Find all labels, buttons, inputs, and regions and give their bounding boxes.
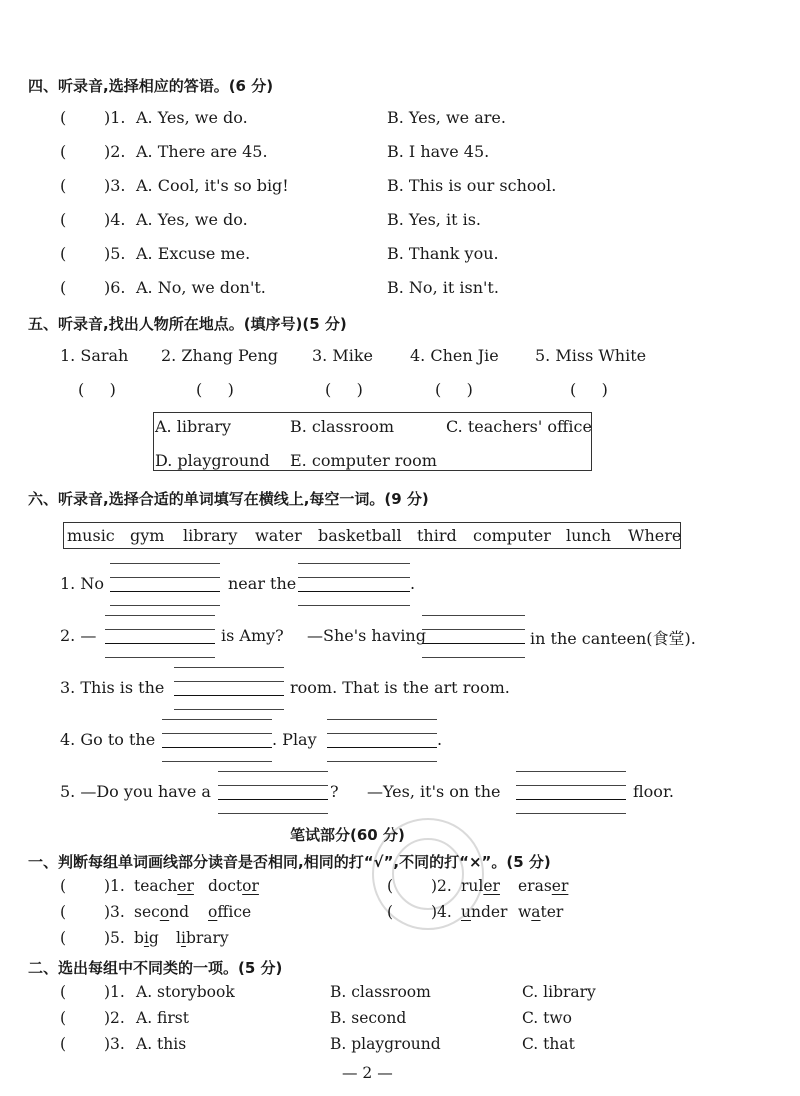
word-2-underlined: i: [180, 929, 186, 947]
question-number: )5.: [104, 929, 125, 947]
question-number: )2.: [431, 877, 452, 895]
fill-q2-reply: —She's having: [307, 626, 426, 645]
writing-guide-line: [218, 785, 328, 786]
writing-guide-line: [110, 563, 220, 564]
fill-blank-q4-1[interactable]: [162, 747, 272, 748]
name-zhang-peng: 2. Zhang Peng: [161, 346, 279, 365]
answer-paren[interactable]: (: [60, 1035, 67, 1053]
answer-paren[interactable]: (: [60, 244, 67, 263]
fill-blank-q3[interactable]: [174, 695, 284, 696]
word-basketball: basketball: [318, 526, 402, 545]
fill-q5-end: floor.: [633, 782, 674, 801]
answer-paren[interactable]: (: [60, 142, 67, 161]
choice-a[interactable]: A. this: [136, 1035, 187, 1053]
word-1-underlined: i: [143, 929, 149, 947]
word-1-post: nd: [169, 903, 190, 921]
word-2: [518, 877, 568, 895]
choice-b[interactable]: B. Yes, it is.: [387, 210, 481, 229]
writing-guide-line: [422, 615, 525, 616]
answer-paren[interactable]: (: [60, 176, 67, 195]
fill-blank-q1-2[interactable]: [298, 591, 410, 592]
writing-guide-line: [162, 761, 272, 762]
section-6-title: 六、听录音,选择合适的单词填写在横线上,每空一词。(9 分): [28, 490, 429, 508]
answer-blank-2[interactable]: ( ): [196, 380, 234, 399]
word-2-post: ffice: [217, 903, 252, 921]
writing-guide-line: [327, 761, 437, 762]
word-1: [461, 903, 507, 921]
choice-b[interactable]: B. playground: [330, 1035, 441, 1053]
section-5-title: 五、听录音,找出人物所在地点。(填序号)(5 分): [28, 315, 347, 333]
word-lunch: lunch: [566, 526, 611, 545]
word-2-pre: eras: [518, 877, 552, 895]
choice-a[interactable]: A. Cool, it's so big!: [136, 176, 289, 195]
fill-q2-mid: is Amy?: [221, 626, 284, 645]
writing-guide-line: [516, 771, 626, 772]
word-1: [134, 929, 159, 947]
writing-guide-line: [218, 771, 328, 772]
written-part-title: 笔试部分(60 分): [290, 826, 405, 844]
option-d: D. playground: [155, 451, 270, 470]
name-chen-jie: 4. Chen Jie: [410, 346, 499, 365]
writing-guide-line: [162, 719, 272, 720]
writing-guide-line: [105, 657, 215, 658]
option-c: C. teachers' office: [446, 417, 592, 436]
writing-guide-line: [174, 709, 284, 710]
word-third: third: [417, 526, 457, 545]
choice-b[interactable]: B. Thank you.: [387, 244, 499, 263]
answer-blank-3[interactable]: ( ): [325, 380, 363, 399]
answer-blank-1[interactable]: ( ): [78, 380, 116, 399]
word-1: [461, 877, 500, 895]
writing-guide-line: [162, 733, 272, 734]
word-1-underlined: u: [461, 903, 471, 921]
question-number: )1.: [104, 983, 125, 1001]
word-2-underlined: o: [208, 903, 218, 921]
choice-c[interactable]: C. that: [522, 1035, 575, 1053]
option-b: B. classroom: [290, 417, 395, 436]
fill-blank-q5-1[interactable]: [218, 799, 328, 800]
watermark-stamp-inner-icon: [392, 838, 464, 910]
answer-paren[interactable]: (: [60, 108, 67, 127]
fill-blank-q5-2[interactable]: [516, 799, 626, 800]
name-sarah: 1. Sarah: [60, 346, 129, 365]
writing-guide-line: [218, 813, 328, 814]
fill-q4-start: 4. Go to the: [60, 730, 156, 749]
page-number: — 2 —: [342, 1064, 393, 1082]
word-1-pre: rul: [461, 877, 484, 895]
answer-blank-5[interactable]: ( ): [570, 380, 608, 399]
word-2-underlined: a: [531, 903, 541, 921]
word-library: library: [183, 526, 238, 545]
word-2: [208, 903, 251, 921]
fill-q1-start: 1. No: [60, 574, 104, 593]
choice-a[interactable]: A. Excuse me.: [136, 244, 251, 263]
choice-c[interactable]: C. library: [522, 983, 596, 1001]
choice-a[interactable]: A. Yes, we do.: [136, 210, 248, 229]
writing-guide-line: [298, 605, 410, 606]
word-music: music: [67, 526, 115, 545]
question-number: )2.: [104, 1009, 125, 1027]
answer-paren[interactable]: (: [60, 1009, 67, 1027]
choice-a[interactable]: A. There are 45.: [136, 142, 268, 161]
word-2-underlined: er: [551, 877, 569, 895]
question-number: )3.: [104, 1035, 125, 1053]
word-2-pre: doct: [208, 877, 243, 895]
fill-q3-start: 3. This is the: [60, 678, 165, 697]
fill-q5-start: 5. —Do you have a: [60, 782, 211, 801]
choice-b[interactable]: B. This is our school.: [387, 176, 557, 195]
fill-q4-end: .: [437, 730, 443, 749]
choice-b[interactable]: B. I have 45.: [387, 142, 490, 161]
written-2-title: 二、选出每组中不同类的一项。(5 分): [28, 959, 283, 977]
fill-q5-reply: —Yes, it's on the: [367, 782, 501, 801]
word-where: Where: [628, 526, 682, 545]
fill-blank-q4-2[interactable]: [327, 747, 437, 748]
answer-paren[interactable]: (: [387, 877, 394, 895]
word-1: [134, 903, 189, 921]
name-miss-white: 5. Miss White: [535, 346, 647, 365]
answer-paren[interactable]: (: [60, 877, 67, 895]
word-2: [208, 877, 259, 895]
question-number: )4.: [431, 903, 452, 921]
question-number: )5.: [104, 244, 126, 263]
writing-guide-line: [110, 577, 220, 578]
answer-paren[interactable]: (: [60, 210, 67, 229]
writing-guide-line: [327, 719, 437, 720]
word-2-underlined: or: [242, 877, 259, 895]
writing-guide-line: [327, 733, 437, 734]
fill-q1-end: .: [410, 574, 416, 593]
fill-blank-q2-1[interactable]: [105, 643, 215, 644]
writing-guide-line: [174, 667, 284, 668]
writing-guide-line: [298, 577, 410, 578]
choice-a[interactable]: A. storybook: [136, 983, 235, 1001]
name-mike: 3. Mike: [312, 346, 374, 365]
word-1-pre: teach: [134, 877, 178, 895]
word-2-pre: w: [518, 903, 532, 921]
word-computer: computer: [473, 526, 551, 545]
word-gym: gym: [130, 526, 165, 545]
word-2-post: ter: [540, 903, 564, 921]
fill-q4-mid: . Play: [272, 730, 317, 749]
question-number: )2.: [104, 142, 126, 161]
choice-b[interactable]: B. Yes, we are.: [387, 108, 506, 127]
word-1-pre: sec: [134, 903, 160, 921]
question-number: )3.: [104, 176, 126, 195]
option-e: E. computer room: [290, 451, 437, 470]
writing-guide-line: [110, 605, 220, 606]
word-1-post: g: [148, 929, 159, 947]
word-2: [176, 929, 229, 947]
fill-q1-mid: near the: [228, 574, 297, 593]
fill-q2-end: in the canteen(食堂).: [530, 629, 696, 648]
choice-a[interactable]: A. No, we don't.: [136, 278, 266, 297]
question-number: )4.: [104, 210, 126, 229]
word-1-underlined: er: [177, 877, 194, 895]
choice-b[interactable]: B. classroom: [330, 983, 431, 1001]
section-4-title: 四、听录音,选择相应的答语。(6 分): [28, 77, 274, 95]
writing-guide-line: [105, 615, 215, 616]
answer-paren[interactable]: (: [387, 903, 394, 921]
answer-blank-4[interactable]: ( ): [435, 380, 473, 399]
choice-b[interactable]: B. No, it isn't.: [387, 278, 499, 297]
word-1-post: nder: [470, 903, 508, 921]
fill-q3-end: room. That is the art room.: [290, 678, 510, 697]
writing-guide-line: [105, 629, 215, 630]
question-number: )1.: [104, 877, 125, 895]
fill-q2-start: 2. —: [60, 626, 97, 645]
word-1-underlined: er: [483, 877, 500, 895]
written-1-title: 一、判断每组单词画线部分读音是否相同,相同的打“√”,不同的打“×”。(5 分): [28, 853, 551, 871]
writing-guide-line: [516, 813, 626, 814]
choice-a[interactable]: A. Yes, we do.: [136, 108, 248, 127]
word-2-pre: l: [176, 929, 181, 947]
question-number: )1.: [104, 108, 126, 127]
word-1-pre: b: [134, 929, 144, 947]
fill-blank-q1-1[interactable]: [110, 591, 220, 592]
question-number: )6.: [104, 278, 126, 297]
option-a: A. library: [155, 417, 232, 436]
choice-b[interactable]: B. second: [330, 1009, 407, 1027]
answer-paren[interactable]: (: [60, 278, 67, 297]
answer-paren[interactable]: (: [60, 983, 67, 1001]
choice-a[interactable]: A. first: [136, 1009, 189, 1027]
word-2-post: brary: [185, 929, 229, 947]
word-1: [134, 877, 194, 895]
fill-q5-q: ?: [330, 782, 339, 801]
answer-paren[interactable]: (: [60, 903, 67, 921]
word-1-underlined: o: [159, 903, 170, 921]
answer-paren[interactable]: (: [60, 929, 67, 947]
writing-guide-line: [422, 629, 525, 630]
writing-guide-line: [174, 681, 284, 682]
writing-guide-line: [422, 657, 525, 658]
writing-guide-line: [516, 785, 626, 786]
writing-guide-line: [298, 563, 410, 564]
choice-c[interactable]: C. two: [522, 1009, 572, 1027]
word-2: [518, 903, 563, 921]
fill-blank-q2-2[interactable]: [422, 643, 525, 644]
question-number: )3.: [104, 903, 125, 921]
word-water: water: [255, 526, 302, 545]
